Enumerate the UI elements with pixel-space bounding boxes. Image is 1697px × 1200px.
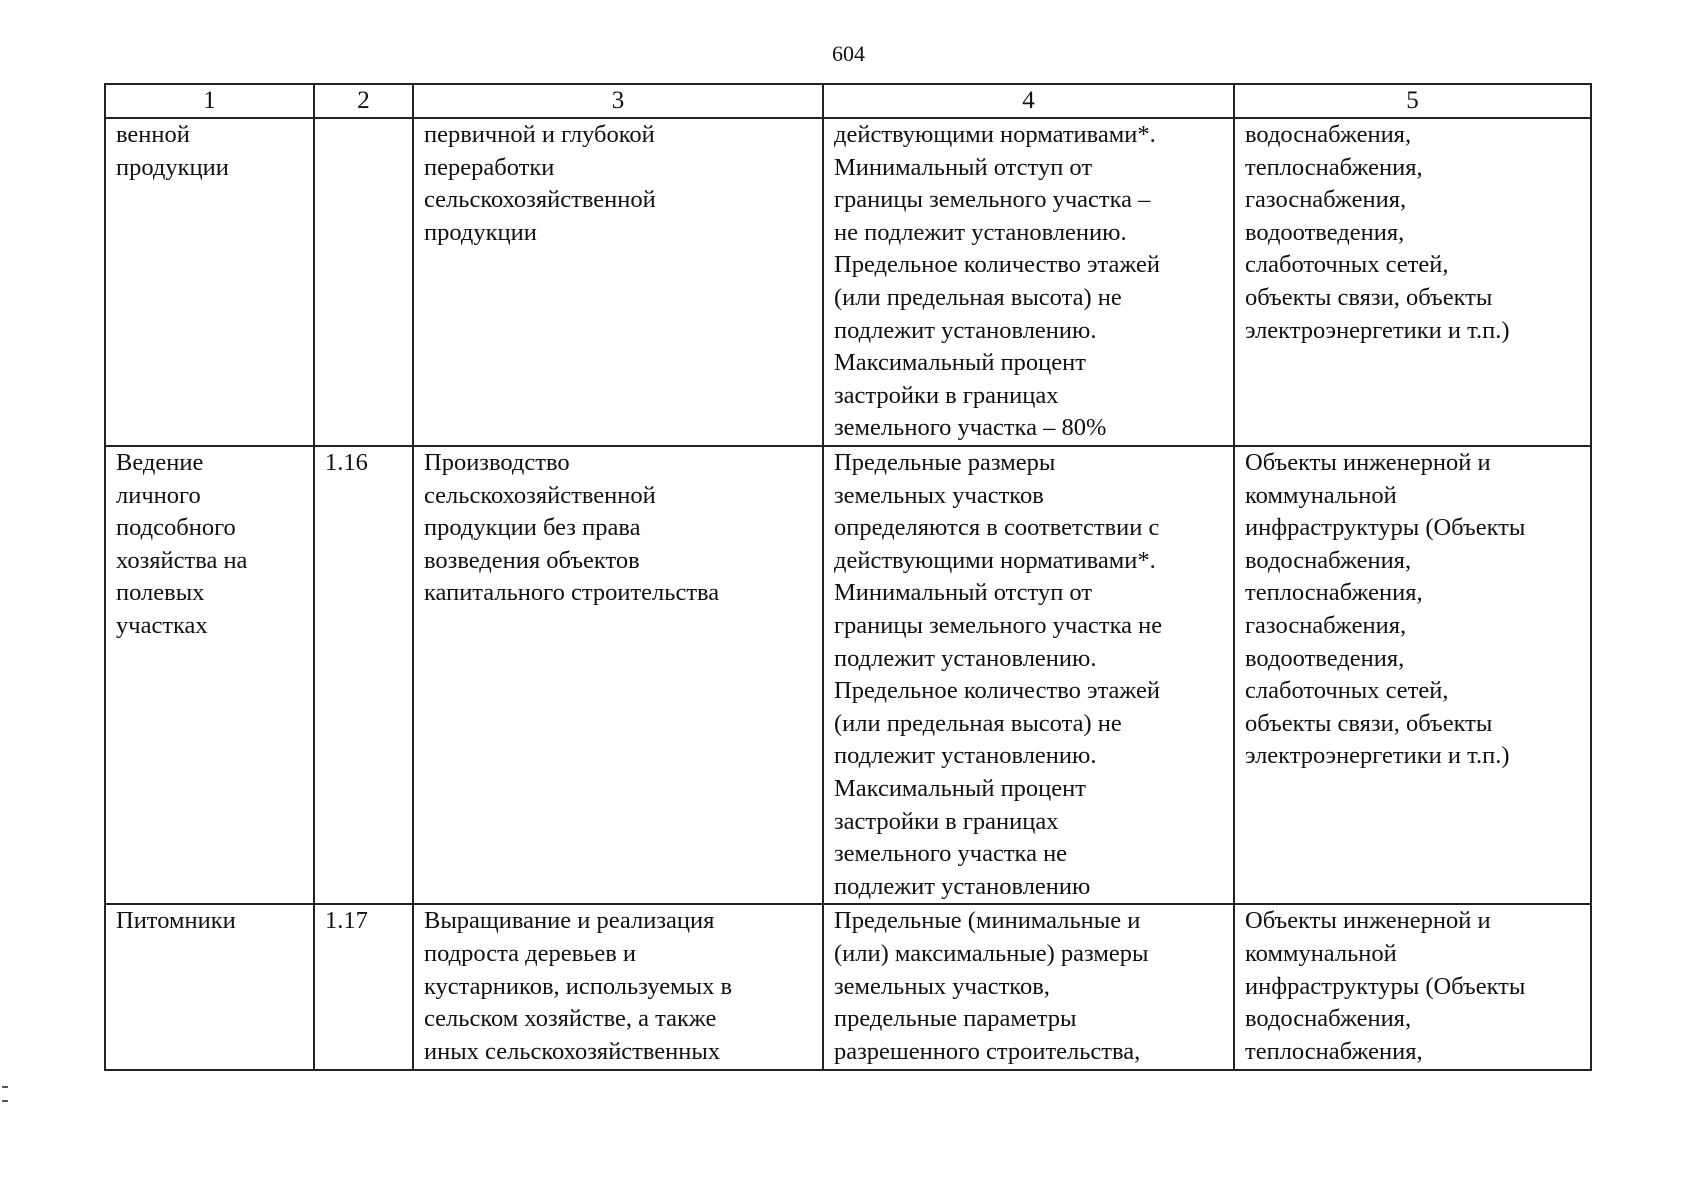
cell-text-line: водоснабжения,	[1245, 121, 1412, 148]
cell-text-line: действующими нормативами*.	[834, 546, 1156, 574]
cell-text-line: водоотведения,	[1245, 218, 1405, 246]
cell-text-line: капитального строительства	[424, 579, 720, 607]
cell-text-line: (или предельная высота) не	[834, 283, 1122, 311]
table-header-row	[105, 84, 1591, 118]
cell-text-line: теплоснабжения,	[1245, 153, 1423, 181]
cell-text-line: участках	[116, 611, 208, 639]
auxiliary-objects-cell	[1234, 118, 1591, 446]
table-row	[105, 118, 1591, 446]
cell-text-line: иных сельскохозяйственных	[424, 1037, 721, 1065]
parameters-cell	[823, 446, 1234, 904]
cell-text-line: слаботочных сетей,	[1245, 677, 1449, 705]
cell-text-line: действующими нормативами*.	[834, 121, 1156, 148]
cell-text-line: подлежит установлению.	[834, 316, 1097, 344]
cell-text-line: подроста деревьев и	[424, 939, 636, 967]
cell-text-line: продукции без права	[424, 514, 641, 542]
cell-text-line: земельного участка не	[834, 840, 1068, 868]
cell-text-line: (или) максимальные) размеры	[834, 939, 1149, 967]
auxiliary-objects-cell	[1234, 904, 1591, 1070]
cell-text-line: Максимальный процент	[834, 349, 1086, 377]
cell-text-line: хозяйства на	[116, 546, 248, 574]
code-cell	[314, 446, 413, 904]
cell-text-line: Объекты инженерной и	[1245, 907, 1491, 935]
cell-text-line: полевых	[116, 579, 205, 607]
cell-text-line: Питомники	[116, 907, 236, 935]
parameters-cell	[823, 904, 1234, 1070]
cell-text-line: электроэнергетики и т.п.)	[1245, 742, 1510, 770]
description-cell	[413, 118, 823, 446]
cell-text-line: не подлежит установлению.	[834, 218, 1127, 246]
cell-text-line: Объекты инженерной и	[1245, 449, 1491, 476]
cell-text-line: предельные параметры	[834, 1005, 1077, 1033]
cell-text-line: переработки	[424, 153, 555, 181]
cell-text-line: подсобного	[116, 514, 236, 542]
cell-text-line: коммунальной	[1245, 939, 1397, 967]
page-number: 604	[832, 41, 865, 66]
cell-text-line: разрешенного строительства,	[834, 1037, 1141, 1065]
cell-text-line: сельском хозяйстве, а также	[424, 1005, 717, 1033]
cell-text-line: водоснабжения,	[1245, 546, 1412, 574]
cell-text-line: (или предельная высота) не	[834, 709, 1122, 737]
cell-text-line: кустарников, используемых в	[424, 972, 733, 1000]
use-type-cell	[105, 118, 314, 446]
cell-text-line: объекты связи, объекты	[1245, 709, 1493, 737]
code-cell	[314, 118, 413, 446]
cell-text-line: подлежит установлению	[834, 872, 1091, 900]
cell-text-line: газоснабжения,	[1245, 611, 1407, 639]
cell-text-line: Предельные размеры	[834, 449, 1056, 476]
table-row	[105, 904, 1591, 1070]
cell-text-line: сельскохозяйственной	[424, 186, 656, 214]
cell-text-line: водоснабжения,	[1245, 1005, 1412, 1033]
cell-text-line: личного	[116, 481, 201, 509]
cell-text-line: застройки в границах	[834, 807, 1059, 835]
cell-text-line: объекты связи, объекты	[1245, 283, 1493, 311]
cell-text-line: определяются в соответствии с	[834, 514, 1160, 542]
auxiliary-objects-cell	[1234, 446, 1591, 904]
cell-text-line: слаботочных сетей,	[1245, 251, 1449, 279]
cell-text-line: возведения объектов	[424, 546, 640, 574]
cell-text-line: Предельные (минимальные и	[834, 907, 1141, 935]
cell-text-line: Минимальный отступ от	[834, 153, 1093, 181]
cell-text-line: подлежит установлению.	[834, 742, 1097, 770]
cell-text-line: коммунальной	[1245, 481, 1397, 509]
description-cell	[413, 446, 823, 904]
column-header: 1	[105, 84, 314, 118]
cell-text-line: Максимальный процент	[834, 774, 1086, 802]
cell-text-line: 1.17	[325, 907, 368, 935]
cell-text-line: Предельное количество этажей	[834, 251, 1160, 279]
cell-text-line: земельного участка – 80%	[834, 414, 1107, 442]
cell-text-line: венной	[116, 121, 190, 148]
cell-text-line: Предельное количество этажей	[834, 677, 1160, 705]
cell-text-line: Выращивание и реализация	[424, 907, 715, 935]
column-header: 5	[1234, 84, 1591, 118]
table-row	[105, 446, 1591, 904]
cell-text-line: земельных участков,	[834, 972, 1050, 1000]
description-cell	[413, 904, 823, 1070]
parameters-cell	[823, 118, 1234, 446]
cell-text-line: водоотведения,	[1245, 644, 1405, 672]
cell-text-line: 1.16	[325, 449, 368, 476]
cell-text-line: газоснабжения,	[1245, 186, 1407, 214]
cell-text-line: продукции	[424, 218, 537, 246]
cell-text-line: земельных участков	[834, 481, 1044, 509]
cell-text-line: сельскохозяйственной	[424, 481, 656, 509]
use-type-cell	[105, 446, 314, 904]
cell-text-line: электроэнергетики и т.п.)	[1245, 316, 1510, 344]
cell-text-line: теплоснабжения,	[1245, 1037, 1423, 1065]
cell-text-line: первичной и глубокой	[424, 121, 655, 148]
scan-edge-mark	[2, 1086, 8, 1102]
cell-text-line: границы земельного участка не	[834, 611, 1163, 639]
cell-text-line: границы земельного участка –	[834, 186, 1151, 214]
cell-text-line: Производство	[424, 449, 570, 476]
cell-text-line: застройки в границах	[834, 381, 1059, 409]
cell-text-line: инфраструктуры (Объекты	[1245, 514, 1526, 542]
code-cell	[314, 904, 413, 1070]
cell-text-line: инфраструктуры (Объекты	[1245, 972, 1526, 1000]
cell-text-line: подлежит установлению.	[834, 644, 1097, 672]
column-header: 4	[823, 84, 1234, 118]
cell-text-line: Ведение	[116, 449, 204, 476]
column-header: 3	[413, 84, 823, 118]
land-use-table	[104, 83, 1592, 1071]
use-type-cell	[105, 904, 314, 1070]
cell-text-line: Минимальный отступ от	[834, 579, 1093, 607]
cell-text-line: продукции	[116, 153, 229, 181]
cell-text-line: теплоснабжения,	[1245, 579, 1423, 607]
column-header: 2	[314, 84, 413, 118]
